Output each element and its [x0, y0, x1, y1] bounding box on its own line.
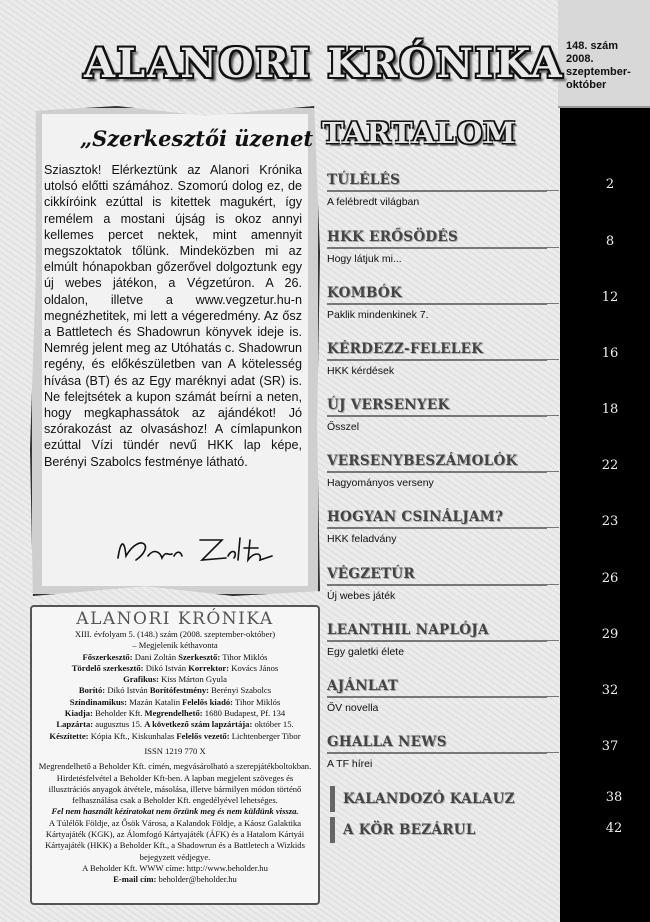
toc-rule	[327, 527, 547, 529]
toc-entry[interactable]	[330, 786, 623, 812]
credits-label: Felelős vezető:	[176, 730, 230, 741]
credits-frequency: – Megjelenik kéthavonta	[132, 640, 218, 651]
masthead-title: ALANORI KRÓNIKA	[84, 40, 564, 87]
credits-box	[30, 605, 320, 905]
credits-label: E-mail cím:	[113, 874, 157, 885]
credits-label: Korrektor:	[188, 662, 230, 673]
credits-label: Kiadja:	[64, 708, 93, 719]
toc-entry-subtitle: Hogy látjuk mi...	[327, 253, 402, 265]
toc-entry-subtitle: Hagyományos verseny	[327, 477, 434, 489]
toc-entry-page: 26	[601, 571, 619, 586]
toc-entry[interactable]	[327, 397, 649, 433]
toc-entry-page: 23	[601, 514, 619, 529]
toc-rule	[547, 640, 559, 641]
toc-rule	[327, 640, 547, 642]
toc-entry-page: 18	[601, 402, 619, 417]
toc-entry-title: VERSENYBESZÁMOLÓK	[327, 453, 518, 469]
toc-entry-subtitle: Paklik mindenkinek 7.	[327, 309, 429, 321]
toc-rule	[547, 584, 559, 585]
toc-entry-subtitle: Egy galetki élete	[327, 646, 405, 658]
credits-line	[38, 652, 312, 663]
toc-entry-page: 38	[605, 790, 623, 805]
credits-value: Dikó István	[107, 685, 148, 696]
credits-label: Tördelő szerkesztő:	[71, 662, 144, 673]
toc-entry[interactable]	[327, 453, 649, 489]
toc-heading: TARTALOM	[322, 116, 517, 150]
toc-entry-title: ÚJ VERSENYEK	[327, 397, 450, 413]
issue-year: 2008.	[566, 53, 594, 65]
credits-trademarks: A Túlélők Földje, az Ősök Városa, a Kalandok Földje, a Káosz Galaktika Kártyajáték (KGK), az Álomfogó Kártyajáték (ÁFK) és a Hatalom Kártyái Kártyajáték (HKK) a Beholder Kft., a Shadowrun és a Battletech a Wizkids bejegyzett védjegye.	[45, 817, 305, 862]
toc-entry-subtitle: HKK feladvány	[327, 533, 397, 545]
toc-entry[interactable]	[327, 172, 649, 208]
toc-entry-title: KALANDOZÓ KALAUZ	[343, 791, 515, 807]
toc-entry-page: 29	[601, 627, 619, 642]
toc-entry[interactable]	[327, 566, 649, 602]
toc-entry[interactable]	[327, 229, 649, 265]
editorial-title: „Szerkesztői üzenet	[80, 126, 314, 151]
toc-entry-title: KOMBÓK	[327, 285, 403, 301]
toc-entry-page: 16	[601, 346, 619, 361]
credits-manuscript-note: Fel nem használt kéziratokat nem őrzünk meg és nem küldünk vissza.	[51, 806, 299, 817]
credits-issn: ISSN 1219 770 X	[144, 745, 206, 756]
toc-entry-subtitle: ŐV novella	[327, 702, 379, 714]
credits-label: Megrendelhető:	[144, 708, 203, 719]
toc-entry-page: 22	[601, 458, 619, 473]
credits-value: Kópia Kft., Kiskunhalas	[90, 730, 175, 741]
toc-rule	[327, 752, 547, 754]
toc-entry[interactable]	[330, 817, 623, 843]
toc-entry[interactable]	[327, 734, 649, 770]
credits-value: Kovács János	[231, 662, 279, 673]
toc-rule	[547, 303, 559, 304]
toc-rule	[547, 247, 559, 248]
credits-label: Szerkesztő:	[178, 651, 221, 662]
credits-website: A Beholder Kft. WWW címe: http://www.beholder.hu	[82, 862, 268, 873]
credits-line	[38, 674, 312, 685]
toc-entry-page: 32	[601, 683, 619, 698]
toc-entry-subtitle: A TF hírei	[327, 758, 373, 770]
toc-rule	[327, 247, 547, 249]
credits-label: A következő szám lapzártája:	[144, 719, 253, 730]
toc-entry-title: HKK ERŐSÖDÉS	[327, 229, 459, 245]
credits-value: Dikó István	[145, 662, 187, 673]
credits-value: Beholder Kft.	[95, 708, 143, 719]
toc-entry-title: A KÖR BEZÁRUL	[343, 822, 476, 838]
toc-rule	[327, 303, 547, 305]
toc-rule	[327, 359, 547, 361]
credits-value: augusztus 15.	[95, 719, 143, 730]
toc-entry-page: 37	[601, 739, 619, 754]
credits-label: Felelős kiadó:	[182, 696, 234, 707]
toc-entry[interactable]	[327, 622, 649, 658]
issue-info	[566, 40, 646, 92]
credits-label: Lapzárta:	[56, 719, 94, 730]
toc-rule	[547, 415, 559, 416]
toc-rule	[547, 527, 559, 528]
credits-body	[32, 629, 318, 886]
credits-label: Színdinamikus:	[69, 696, 128, 707]
credits-value: október 15.	[254, 719, 294, 730]
credits-line	[38, 663, 312, 674]
toc-entry[interactable]	[327, 341, 649, 377]
credits-email	[38, 874, 312, 885]
credits-value: Tihor Miklós	[235, 696, 281, 707]
toc-rule	[327, 584, 547, 586]
issue-month-1: szeptember-	[566, 66, 631, 78]
credits-order-info: Megrendelhető a Beholder Kft. címén, megvásárolható a szerepjátékboltokban. Hirdetésfelvétel a Beholder Kft-ben. A lapban megjelent szöveges és illusztrációs anyagok átvétele, másolása, illetve bármilyen módon történő felhasználása csak a Beholder Kft. engedélyével lehetséges.	[38, 761, 312, 806]
toc-rule	[327, 471, 547, 473]
toc-entry-subtitle: Ősszel	[327, 421, 360, 433]
credits-label: Főszerkesztő:	[82, 651, 133, 662]
toc-entry-title: VÉGZETÚR	[327, 566, 415, 582]
credits-title: ALANORI KRÓNIKA	[76, 609, 274, 629]
toc-entry[interactable]	[327, 509, 649, 545]
credits-line	[38, 697, 312, 708]
credits-value: Tihor Miklós	[222, 651, 268, 662]
toc-entry-title: HOGYAN CSINÁLJAM?	[327, 509, 504, 525]
toc-entry-title: LEANTHIL NAPLÓJA	[327, 622, 489, 638]
credits-value: beholder@beholder.hu	[158, 874, 237, 885]
credits-value: 1680 Budapest, Pf. 134	[204, 708, 286, 719]
toc-entry-page: 2	[605, 177, 615, 192]
toc-entry-subtitle: HKK kérdések	[327, 365, 395, 377]
credits-label: Borító:	[78, 685, 106, 696]
credits-value: Kiss Márton Gyula	[161, 674, 227, 685]
credits-line	[38, 685, 312, 696]
issue-month-2: október	[566, 79, 607, 91]
editorial-content	[30, 106, 320, 596]
toc-entry[interactable]	[327, 285, 649, 321]
toc-entry-page: 8	[605, 234, 615, 249]
editorial-body: Sziasztok! Elérkeztünk az Alanori Krónika utolsó előtti számához. Szomorú dolog ez, de cikkíróink ezúttal is kitettek magukért, így remélem a mostani újság is okoz annyi kellemes percet nektek, mint amennyit megszoktatok tőlünk. Mindeközben mi az elmúlt hónapokban gőzerővel dolgoztunk egy új webes játékon, a Végzetúron. A 26. oldalon, illetve a www.vegzetur.hu-n megnézhetitek, mi lett a végeredmény. Az ősz a Battletech és Shadowrun könyvek ideje is. Nemrég jelent meg az Utóhatás c. Shadowrun regény, és előkészületben van A kötelesség hívása (BT) és az Egy maréknyi adat (SR) is. Ne felejtsétek a kupon számát beírni a neten, hogy megkaphassátok az ajándékot! Jó szórakozást az olvasáshoz! A címlapunkon ezúttal Vízi tündér nevű HKK lap képe, Berényi Szabolcs festménye látható.	[44, 163, 302, 469]
credits-value: Berényi Szabolcs	[211, 685, 272, 696]
toc-entry[interactable]	[327, 678, 649, 714]
toc-rule	[547, 696, 559, 697]
toc-entry-page: 12	[601, 290, 619, 305]
toc-rule	[547, 752, 559, 753]
toc-entry-subtitle: Új webes játék	[327, 590, 396, 602]
toc-rule	[547, 471, 559, 472]
toc-rule	[327, 415, 547, 417]
credits-label: Borítófestmény:	[149, 685, 210, 696]
credits-value: Dani Zoltán	[134, 651, 177, 662]
toc-rule	[327, 696, 547, 698]
credits-line	[38, 708, 312, 719]
credits-label: Grafikus:	[123, 674, 159, 685]
credits-line	[38, 731, 312, 742]
toc-entry-title: GHALLA NEWS	[327, 734, 447, 750]
toc-entry-subtitle: A felébredt világban	[327, 196, 420, 208]
credits-line	[38, 719, 312, 730]
credits-value: Lichtenberger Tibor	[231, 730, 301, 741]
toc-entry-title: TÚLÉLÉS	[327, 172, 401, 188]
toc-entry-page: 42	[605, 821, 623, 836]
issue-number: 148. szám	[566, 40, 618, 52]
toc-rule	[327, 190, 547, 192]
credits-value: Mazán Katalin	[129, 696, 180, 707]
toc-entry-title: AJÁNLAT	[327, 678, 399, 694]
signature-image	[110, 526, 280, 570]
toc-entry-title: KÉRDEZZ-FELELEK	[327, 341, 484, 357]
credits-volume: XIII. évfolyam 5. (148.) szám (2008. szeptember-október)	[74, 629, 276, 639]
toc-rule	[547, 359, 559, 360]
credits-label: Készítette:	[49, 730, 89, 741]
toc-rule	[547, 190, 559, 191]
